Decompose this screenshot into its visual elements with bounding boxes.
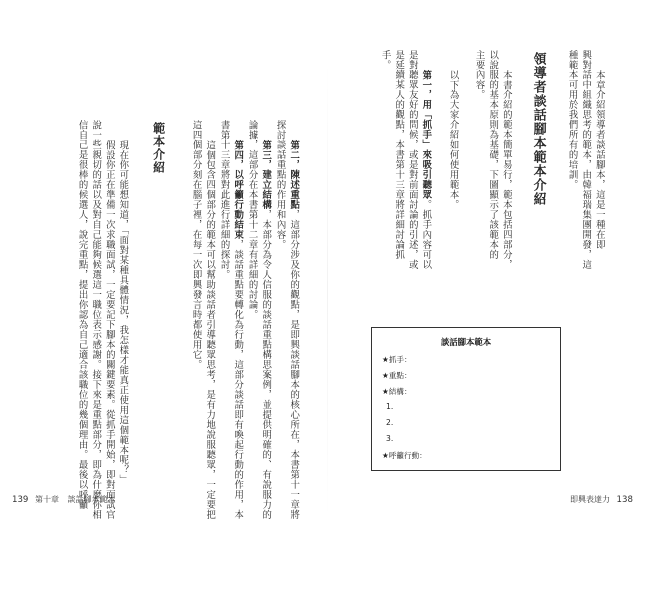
box-title: 談話腳本範本 <box>440 337 492 347</box>
right-para-3-line: 以下為大家介紹如何使用範本。 <box>447 70 459 210</box>
right-page-number: 138 <box>616 495 633 505</box>
left-para-5-line: 信自己是很棒的候選人，說完重點，提出你認為自己適合該職位的幾個理由。最後以呼籲 <box>76 120 88 510</box>
page-gutter <box>327 60 328 520</box>
right-para-1 <box>565 50 606 270</box>
left-para-1-line: 探討談話重點的作用和內容。 <box>274 120 286 250</box>
left-para-2 <box>245 120 272 520</box>
right-para-4-bold: 第一，用「抓手」來吸引聽眾 <box>420 70 432 200</box>
left-heading: 範本介紹 <box>151 122 166 174</box>
right-footer <box>570 494 637 505</box>
left-para-1 <box>273 120 300 520</box>
left-para-4-line: 這四個部分刻在腦子裡，在每一次即興發言時都使用它。 <box>190 120 202 370</box>
left-para-5-line: 現在你可能想知道，「面對某種具體情況，我怎樣才能真正使用這個範本呢？」 <box>117 140 129 485</box>
box-row-call-to-action: ★呼籲行動： <box>382 451 427 460</box>
right-heading: 領導者談話腳本範本介紹 <box>530 52 546 206</box>
right-para-2-line: 以說服的基本原則為基礎，下圖顯示了該範本的 <box>487 50 499 260</box>
left-para-5-line: 說一些親切的話以及對自己能夠候選這一職位表示感謝。接下來是重點部分，即為什麼你相 <box>90 120 102 520</box>
right-para-2 <box>472 50 513 270</box>
right-para-3 <box>446 50 460 210</box>
right-para-4-line: 是對聽眾友好的問候，或是對前面討論的引述，或 <box>406 50 418 270</box>
right-para-1-line: 興對話中組織思考的範本，由韓福瑞集團開發，這 <box>580 50 592 270</box>
left-para-3-bold: 第四，以呼籲行動結束 <box>232 140 244 240</box>
left-para-5-line: 假設你正在準備一次求職面試，一定要記下腳本的關鍵要素。從抓手開始，即對面試官 <box>103 140 115 520</box>
right-para-4-text: 。抓手內容可以 <box>420 199 432 270</box>
left-para-1-text: ，這部分涉及你的觀點，是即興談話腳本的核心所在，本書第十一章將 <box>288 209 300 520</box>
script-template-box <box>371 327 561 471</box>
left-footer-chapter: 第十章 <box>34 495 59 504</box>
right-para-4-line: 是延續某人的觀點，本書第十三章將詳細討論抓 <box>393 50 405 260</box>
left-para-2-first <box>259 120 273 520</box>
left-para-1-bold: 第二，陳述重點 <box>288 140 300 210</box>
left-footer <box>8 494 116 505</box>
right-footer-title: 即興表達力 <box>570 495 610 504</box>
left-para-4-line: 這個包含四個部分的範本可以幫助談話者引導聽眾思考，是有力地說服聽眾，一定要把 <box>204 140 216 520</box>
left-page-number: 139 <box>12 495 29 505</box>
box-row-hook: ★抓手： <box>382 355 412 364</box>
right-para-1-line: 種範本可用於我們所有的培訓。 <box>566 50 578 190</box>
left-para-3-first <box>231 120 245 520</box>
left-para-2-line: 論據，這部分在本書第十二章有詳細的討論。 <box>246 120 258 320</box>
box-row-item-2: 2. <box>386 418 394 427</box>
left-para-3-line: 書第十三章將對此進行詳細的探討。 <box>218 120 230 280</box>
box-row-item-1: 1. <box>386 402 394 411</box>
right-para-4 <box>378 50 432 270</box>
right-para-2-line: 主要內容。 <box>473 50 485 100</box>
left-para-4 <box>189 120 216 520</box>
left-para-3 <box>217 120 244 520</box>
right-para-4-first <box>419 50 433 270</box>
box-row-point: ★重點： <box>382 371 412 380</box>
left-footer-title: 談話腳本範本 <box>67 495 116 504</box>
box-row-item-3: 3. <box>386 434 394 443</box>
left-para-2-bold: 第三，建立結構 <box>260 140 272 210</box>
left-para-3-text: ，談話重點要轉化為行動，這部分談話即有喚起行動的作用，本 <box>232 239 244 520</box>
right-para-1-line: 本章介紹領導者談話腳本，這是一種在即 <box>593 70 605 250</box>
right-para-4-line: 手。 <box>379 50 391 70</box>
left-para-2-text: ，本部分為令人信服的談話重點構思案例，並提供明確的、有說服力的 <box>260 209 272 520</box>
right-para-2-line: 本書介紹的範本簡單易行，範本包括四部分， <box>500 70 512 270</box>
box-row-structure: ★結構： <box>382 387 412 396</box>
left-para-5 <box>75 120 129 520</box>
left-para-1-first <box>287 120 301 520</box>
